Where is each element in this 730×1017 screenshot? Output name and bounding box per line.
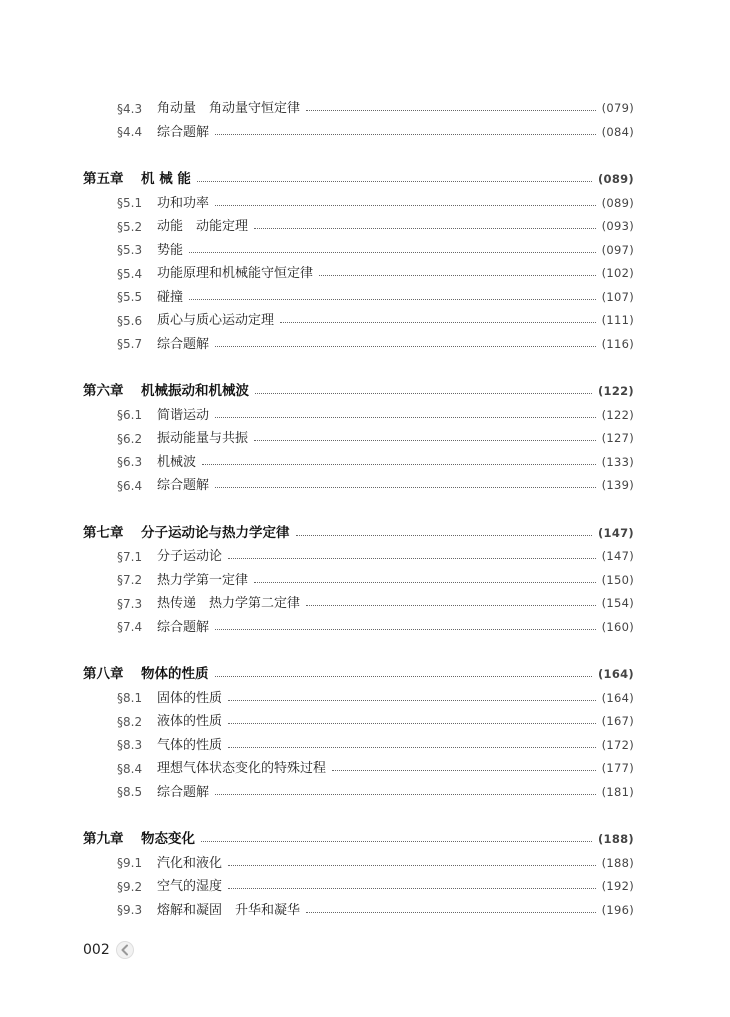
dot-leader [306, 912, 596, 913]
section-number: §8.5 [117, 785, 143, 800]
chapter-number: 第九章 [83, 831, 124, 847]
page-reference: (093) [601, 219, 634, 233]
page-reference: (188) [601, 855, 634, 870]
section-title: 汽化和液化 [157, 855, 223, 871]
dot-leader [215, 487, 596, 488]
section-number: §5.6 [117, 313, 143, 328]
page-reference: (089) [601, 195, 634, 210]
section-title: 振动能量与共振 [157, 431, 249, 447]
page-reference: (147) [601, 549, 634, 563]
toc-section-row[interactable] [0, 427, 730, 451]
toc-section-row[interactable] [0, 404, 730, 428]
page-reference: (127) [601, 431, 634, 445]
section-title: 气体的性质 [157, 737, 223, 753]
section-title: 角动量 角动量守恒定律 [157, 101, 301, 117]
page-reference: (133) [601, 454, 634, 469]
page-reference: (107) [601, 289, 634, 304]
dot-leader [228, 865, 596, 866]
page-reference: (089) [597, 172, 634, 186]
page-reference: (097) [601, 242, 634, 257]
section-number: §5.7 [117, 337, 143, 352]
section-number: §6.2 [117, 431, 143, 446]
chapter-number: 第八章 [83, 666, 124, 682]
dot-leader [215, 346, 596, 347]
section-number: §5.1 [117, 196, 143, 211]
page-reference: (172) [601, 737, 634, 752]
section-number: §4.3 [117, 101, 143, 116]
toc-section-row[interactable] [0, 569, 730, 593]
section-number: §9.3 [117, 903, 143, 918]
dot-leader [255, 393, 592, 394]
toc-section-row[interactable] [0, 875, 730, 899]
section-title: 质心与质心运动定理 [157, 313, 275, 329]
page-reference: (122) [597, 384, 634, 398]
page-reference: (147) [597, 525, 634, 540]
section-title: 液体的性质 [157, 714, 223, 730]
section-title: 热力学第一定律 [157, 572, 249, 588]
dot-leader [228, 747, 596, 748]
chapter-number: 第七章 [83, 524, 124, 541]
page-footer [83, 941, 134, 959]
dot-leader [202, 464, 596, 465]
page-reference: (122) [601, 407, 634, 422]
toc-section-row[interactable] [0, 734, 730, 758]
dot-leader [280, 322, 596, 323]
dot-leader [228, 700, 596, 701]
chapter-title: 机械振动和机械波 [141, 383, 249, 399]
section-number: §9.2 [117, 879, 143, 894]
section-number: §7.4 [117, 620, 143, 635]
page-reference: (079) [601, 101, 634, 115]
dot-leader [215, 794, 596, 795]
toc-section-row[interactable] [0, 592, 730, 616]
dot-leader [228, 558, 596, 559]
section-title: 综合题解 [157, 124, 210, 140]
toc-chapter-row[interactable] [0, 168, 730, 192]
section-title: 熔解和凝固 升华和凝华 [157, 902, 301, 918]
toc-section-row[interactable] [0, 687, 730, 711]
dot-leader [306, 605, 596, 606]
dot-leader [332, 770, 596, 771]
dot-leader [215, 629, 596, 630]
section-number: §7.2 [117, 573, 143, 588]
section-number: §8.3 [117, 738, 143, 753]
toc-section-row[interactable] [0, 333, 730, 357]
page-reference: (154) [601, 596, 634, 610]
toc-chapter-row[interactable] [0, 522, 730, 546]
dot-leader [197, 181, 592, 182]
dot-leader [189, 299, 596, 300]
toc-chapter-row[interactable] [0, 663, 730, 687]
page-reference: (196) [601, 902, 634, 917]
dot-leader [215, 134, 596, 135]
section-number: §5.2 [117, 219, 143, 234]
page-reference: (150) [601, 572, 634, 587]
chapter-title: 机 械 能 [141, 171, 191, 187]
section-number: §5.3 [117, 243, 143, 258]
page-reference: (164) [601, 690, 634, 705]
toc-section-row[interactable] [0, 757, 730, 781]
section-number: §8.2 [117, 714, 143, 729]
section-title: 固体的性质 [157, 690, 223, 706]
section-title: 势能 [157, 242, 184, 258]
section-title: 综合题解 [157, 478, 210, 494]
table-of-contents [0, 97, 730, 922]
section-number: §5.4 [117, 266, 143, 281]
dot-leader [319, 275, 596, 276]
chapter-title: 物体的性质 [141, 666, 209, 682]
section-title: 功和功率 [157, 195, 210, 211]
toc-section-row[interactable] [0, 239, 730, 263]
chapter-title: 物态变化 [141, 831, 195, 847]
dot-leader [215, 417, 596, 418]
page-reference: (116) [601, 336, 634, 351]
section-number: §5.5 [117, 290, 143, 305]
toc-section-row[interactable] [0, 262, 730, 286]
section-number: §6.1 [117, 408, 143, 423]
toc-section-row[interactable] [0, 192, 730, 216]
section-number: §9.1 [117, 856, 143, 871]
page-reference: (139) [601, 478, 634, 492]
section-number: §7.1 [117, 549, 143, 564]
section-number: §4.4 [117, 125, 143, 140]
toc-section-row[interactable] [0, 616, 730, 640]
toc-section-row[interactable] [0, 286, 730, 310]
dot-leader [228, 888, 596, 889]
section-number: §8.1 [117, 691, 143, 706]
toc-section-row[interactable] [0, 545, 730, 569]
dot-leader [254, 440, 596, 441]
toc-section-row[interactable] [0, 309, 730, 333]
section-title: 综合题解 [157, 619, 210, 635]
dot-leader [215, 676, 592, 677]
section-number: §6.4 [117, 478, 143, 493]
section-title: 机械波 [157, 454, 197, 470]
page-reference: (181) [601, 784, 634, 799]
section-title: 理想气体状态变化的特殊过程 [157, 761, 327, 777]
section-title: 功能原理和机械能守恒定律 [157, 266, 314, 282]
dot-leader [201, 841, 592, 842]
toc-section-row[interactable] [0, 781, 730, 805]
section-title: 空气的湿度 [157, 879, 223, 895]
page-reference: (167) [601, 714, 634, 728]
dot-leader [189, 252, 596, 253]
page-reference: (177) [601, 761, 634, 775]
page-reference: (164) [597, 667, 634, 681]
toc-section-row[interactable] [0, 97, 730, 121]
dot-leader [215, 205, 596, 206]
section-title: 碰撞 [157, 289, 184, 305]
toc-section-row[interactable] [0, 451, 730, 475]
page-reference: (111) [601, 313, 634, 327]
section-title: 动能 动能定理 [157, 219, 249, 235]
page-reference: (084) [601, 124, 634, 139]
chapter-title: 分子运动论与热力学定律 [141, 524, 290, 541]
page-reference: (188) [597, 832, 634, 846]
dot-leader [254, 228, 596, 229]
chapter-number: 第五章 [83, 171, 124, 187]
page-reference: (102) [601, 266, 634, 280]
dot-leader [296, 535, 592, 536]
page-reference: (160) [601, 619, 634, 634]
toc-section-row[interactable] [0, 852, 730, 876]
toc-section-row[interactable] [0, 474, 730, 498]
chapter-number: 第六章 [83, 383, 124, 399]
section-title: 综合题解 [157, 336, 210, 352]
section-title: 热传递 热力学第二定律 [157, 596, 301, 612]
section-title: 简谐运动 [157, 407, 210, 423]
toc-section-row[interactable] [0, 710, 730, 734]
dot-leader [254, 582, 596, 583]
toc-chapter-row[interactable] [0, 380, 730, 404]
section-number: §7.3 [117, 596, 143, 611]
section-title: 分子运动论 [157, 549, 223, 565]
section-title: 综合题解 [157, 784, 210, 800]
toc-chapter-row[interactable] [0, 828, 730, 852]
toc-section-row[interactable] [0, 215, 730, 239]
dot-leader [228, 723, 596, 724]
page-number: 002 [83, 942, 110, 958]
chevron-left-icon[interactable] [116, 941, 134, 959]
toc-section-row[interactable] [0, 121, 730, 145]
section-number: §6.3 [117, 455, 143, 470]
toc-section-row[interactable] [0, 899, 730, 923]
dot-leader [306, 110, 596, 111]
section-number: §8.4 [117, 761, 143, 776]
page-reference: (192) [601, 879, 634, 893]
